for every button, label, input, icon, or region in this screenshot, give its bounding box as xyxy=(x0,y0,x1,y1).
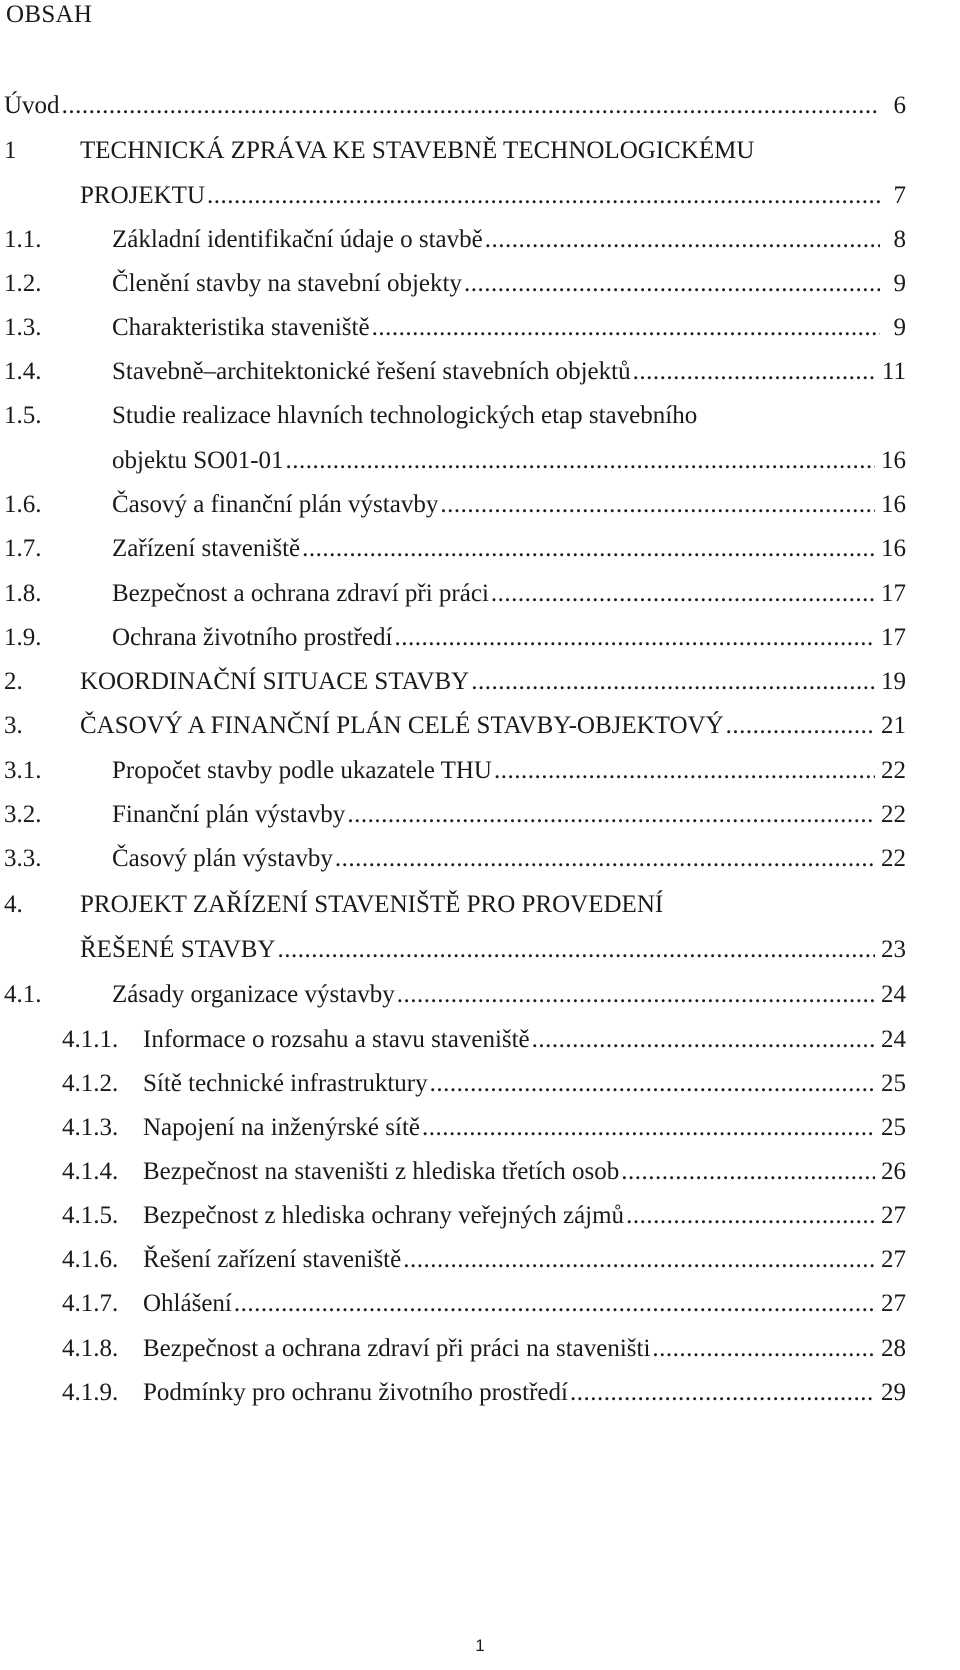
toc-entry-number: 3.3. xyxy=(4,845,42,872)
toc-entry-number: 3. xyxy=(4,712,23,739)
dot-leader xyxy=(335,841,875,877)
dot-leader xyxy=(471,664,875,700)
toc-entry-text xyxy=(80,887,906,923)
dot-leader xyxy=(302,531,875,567)
toc-entry-text xyxy=(112,266,906,302)
toc-entry-text xyxy=(112,841,906,877)
toc-entry-title: Propočet stavby podle ukazatele THU xyxy=(112,757,492,784)
toc-entry-text xyxy=(112,354,906,390)
toc-entry-title: Zařízení staveniště xyxy=(112,535,301,562)
toc-entry[interactable] xyxy=(4,310,906,346)
dot-leader xyxy=(652,1331,875,1367)
toc-entry[interactable] xyxy=(62,1375,906,1411)
toc-entry-title: Řešení zařízení staveniště xyxy=(143,1246,402,1273)
toc-entry-number: 1.6. xyxy=(4,491,42,518)
toc-entry-title: Členění stavby na stavební objekty xyxy=(112,270,462,297)
toc-entry-page: 26 xyxy=(881,1158,906,1185)
toc-entry-text xyxy=(112,398,906,434)
toc-entry-number: 1.2. xyxy=(4,270,42,297)
toc-entry-title: Studie realizace hlavních technologických etap stavebního xyxy=(112,402,698,429)
toc-entry[interactable] xyxy=(4,664,906,700)
toc-entry-title: Informace o rozsahu a stavu staveniště xyxy=(143,1026,530,1053)
toc-entry[interactable] xyxy=(62,1110,906,1146)
toc-entry[interactable] xyxy=(4,576,906,612)
toc-entry-title: Zásady organizace výstavby xyxy=(112,981,395,1008)
toc-entry-text xyxy=(112,753,906,789)
toc-entry-text xyxy=(143,1242,906,1278)
toc-entry-text xyxy=(112,443,906,479)
toc-entry[interactable] xyxy=(4,266,906,302)
toc-entry-page: 16 xyxy=(881,447,906,474)
dot-leader xyxy=(347,797,875,833)
dot-leader xyxy=(234,1286,875,1322)
toc-entry[interactable] xyxy=(4,977,906,1013)
dot-leader xyxy=(532,1022,875,1058)
toc-entry-title: Bezpečnost a ochrana zdraví při práci xyxy=(112,580,489,607)
toc-entry-page: 8 xyxy=(893,226,906,253)
toc-entry[interactable] xyxy=(62,1286,906,1322)
toc-entry[interactable] xyxy=(62,1022,906,1058)
dot-leader xyxy=(62,88,880,124)
toc-entry-title: Ochrana životního prostředí xyxy=(112,624,393,651)
dot-leader xyxy=(726,708,875,744)
toc-entry-text xyxy=(143,1022,906,1058)
toc-entry-text xyxy=(112,977,906,1013)
toc-entry-text xyxy=(143,1066,906,1102)
toc-entry[interactable] xyxy=(62,1154,906,1190)
toc-entry-title: Charakteristika staveniště xyxy=(112,314,370,341)
dot-leader xyxy=(397,977,875,1013)
toc-entry-text xyxy=(112,310,906,346)
toc-entry-text xyxy=(112,531,906,567)
toc-entry-number: 4.1.5. xyxy=(62,1202,119,1229)
toc-entry-title: Sítě technické infrastruktury xyxy=(143,1070,428,1097)
toc-entry-page: 27 xyxy=(881,1202,906,1229)
toc-entry-text xyxy=(112,620,906,656)
toc-entry-page: 9 xyxy=(893,270,906,297)
toc-entry-page: 25 xyxy=(881,1114,906,1141)
toc-entry-number: 4. xyxy=(4,891,23,918)
toc-entry-number: 1.4. xyxy=(4,358,42,385)
toc-entry-text xyxy=(143,1154,906,1190)
toc-entry-text xyxy=(143,1286,906,1322)
toc-entry-title: Bezpečnost na staveništi z hlediska třetích osob xyxy=(143,1158,620,1185)
toc-entry-title: objektu SO01-01 xyxy=(112,447,284,474)
toc-entry-text xyxy=(112,797,906,833)
toc-entry-page: 27 xyxy=(881,1246,906,1273)
toc-entry-title: Napojení na inženýrské sítě xyxy=(143,1114,420,1141)
toc-entry[interactable] xyxy=(4,398,906,434)
toc-entry-page: 24 xyxy=(881,1026,906,1053)
dot-leader xyxy=(464,266,880,302)
toc-entry-page: 17 xyxy=(881,580,906,607)
toc-entry-number: 1.5. xyxy=(4,402,42,429)
dot-leader xyxy=(491,576,875,612)
toc-entry[interactable] xyxy=(4,841,906,877)
toc-entry[interactable] xyxy=(4,531,906,567)
toc-entry-number: Úvod xyxy=(4,92,60,119)
toc-entry-number: 3.1. xyxy=(4,757,42,784)
toc-entry[interactable] xyxy=(4,487,906,523)
toc-entry-page: 29 xyxy=(881,1379,906,1406)
toc-entry-text xyxy=(112,576,906,612)
dot-leader xyxy=(621,1154,875,1190)
toc-entry-number: 1.9. xyxy=(4,624,42,651)
toc-entry[interactable] xyxy=(4,708,906,744)
toc-entry-number: 4.1.2. xyxy=(62,1070,119,1097)
toc-entry-number: 2. xyxy=(4,668,23,695)
toc-entry-text xyxy=(80,664,906,700)
toc-entry-page: 22 xyxy=(881,845,906,872)
toc-entry[interactable] xyxy=(4,753,906,789)
toc-entry-number: 4.1.8. xyxy=(62,1335,119,1362)
toc-entry-page: 16 xyxy=(881,535,906,562)
toc-entry-text xyxy=(60,88,906,124)
toc-entry[interactable] xyxy=(62,1331,906,1367)
toc-entry-text xyxy=(80,133,906,169)
toc-entry-title: Časový a finanční plán výstavby xyxy=(112,491,439,518)
toc-entry[interactable] xyxy=(4,620,906,656)
toc-entry-page: 7 xyxy=(893,182,906,209)
dot-leader xyxy=(440,487,875,523)
toc-entry-number: 1 xyxy=(4,137,17,164)
toc-entry-title: Základní identifikační údaje o stavbě xyxy=(112,226,483,253)
toc-entry-title: Podmínky pro ochranu životního prostředí xyxy=(143,1379,568,1406)
toc-entry-page: 23 xyxy=(881,936,906,963)
toc-heading: OBSAH xyxy=(6,1,93,28)
toc-entry-text xyxy=(80,708,906,744)
toc-entry-page: 9 xyxy=(893,314,906,341)
toc-entry-number: 1.7. xyxy=(4,535,42,562)
toc-entry-page: 21 xyxy=(881,712,906,739)
toc-entry-number: 1.3. xyxy=(4,314,42,341)
toc-entry-page: 27 xyxy=(881,1290,906,1317)
toc-entry-number: 4.1.3. xyxy=(62,1114,119,1141)
dot-leader xyxy=(277,932,875,968)
toc-entry-page: 11 xyxy=(881,358,906,385)
toc-entry-text xyxy=(143,1110,906,1146)
toc-entry-title: ČASOVÝ A FINANČNÍ PLÁN CELÉ STAVBY-OBJEKTOVÝ xyxy=(80,712,724,739)
toc-entry-title: Časový plán výstavby xyxy=(112,845,333,872)
toc-entry-title: TECHNICKÁ ZPRÁVA KE STAVEBNĚ TECHNOLOGICKÉMU xyxy=(80,137,755,164)
dot-leader xyxy=(207,178,880,214)
toc-entry[interactable] xyxy=(4,797,906,833)
toc-entry[interactable] xyxy=(4,133,906,169)
toc-entry-title: KOORDINAČNÍ SITUACE STAVBY xyxy=(80,668,470,695)
toc-entry-text xyxy=(143,1198,906,1234)
toc-entry[interactable] xyxy=(4,88,906,124)
toc-entry-page: 17 xyxy=(881,624,906,651)
toc-entry-title: Finanční plán výstavby xyxy=(112,801,346,828)
toc-entry-page: 25 xyxy=(881,1070,906,1097)
toc-entry[interactable] xyxy=(62,1242,906,1278)
toc-entry-page: 19 xyxy=(881,668,906,695)
toc-entry-number: 4.1.9. xyxy=(62,1379,119,1406)
toc-entry-page: 6 xyxy=(893,92,906,119)
toc-entry-number: 1.8. xyxy=(4,580,42,607)
toc-entry[interactable] xyxy=(4,887,906,923)
toc-entry[interactable] xyxy=(112,443,906,479)
toc-entry-page: 28 xyxy=(881,1335,906,1362)
dot-leader xyxy=(633,354,876,390)
toc-entry-text xyxy=(112,487,906,523)
toc-entry-page: 22 xyxy=(881,757,906,784)
dot-leader xyxy=(394,620,875,656)
toc-entry[interactable] xyxy=(80,178,906,214)
dot-leader xyxy=(626,1198,875,1234)
toc-entry-title: Ohlášení xyxy=(143,1290,232,1317)
toc-entry-number: 4.1.7. xyxy=(62,1290,119,1317)
dot-leader xyxy=(403,1242,875,1278)
toc-entry-title: PROJEKTU xyxy=(80,182,206,209)
toc-entry-title: Bezpečnost a ochrana zdraví při práci na staveništi xyxy=(143,1335,651,1362)
toc-entry-number: 1.1. xyxy=(4,226,42,253)
toc-entry-title: Bezpečnost z hlediska ochrany veřejných zájmů xyxy=(143,1202,625,1229)
dot-leader xyxy=(494,753,875,789)
toc-entry[interactable] xyxy=(62,1066,906,1102)
toc-entry-title: PROJEKT ZAŘÍZENÍ STAVENIŠTĚ PRO PROVEDENÍ xyxy=(80,891,664,918)
toc-entry-page: 24 xyxy=(881,981,906,1008)
dot-leader xyxy=(422,1110,875,1146)
toc-entry[interactable] xyxy=(4,354,906,390)
toc-entry-number: 4.1.6. xyxy=(62,1246,119,1273)
toc-entry-number: 4.1.1. xyxy=(62,1026,119,1053)
toc-entry[interactable] xyxy=(80,932,906,968)
dot-leader xyxy=(570,1375,875,1411)
dot-leader xyxy=(485,222,880,258)
dot-leader xyxy=(430,1066,875,1102)
dot-leader xyxy=(372,310,880,346)
toc-entry-text xyxy=(80,932,906,968)
toc-entry-text xyxy=(143,1375,906,1411)
toc-entry-page: 22 xyxy=(881,801,906,828)
toc-entry-number: 3.2. xyxy=(4,801,42,828)
toc-entry[interactable] xyxy=(62,1198,906,1234)
toc-entry-text xyxy=(80,178,906,214)
toc-entry-page: 16 xyxy=(881,491,906,518)
dot-leader xyxy=(286,443,875,479)
toc-entry-title: ŘEŠENÉ STAVBY xyxy=(80,936,276,963)
toc-entry-text xyxy=(112,222,906,258)
toc-entry-number: 4.1. xyxy=(4,981,42,1008)
page-number-footer: 1 xyxy=(475,1636,485,1655)
toc-entry[interactable] xyxy=(4,222,906,258)
toc-entry-text xyxy=(143,1331,906,1367)
toc-entry-title: Stavebně–architektonické řešení stavebních objektů xyxy=(112,358,631,385)
toc-entry-number: 4.1.4. xyxy=(62,1158,119,1185)
